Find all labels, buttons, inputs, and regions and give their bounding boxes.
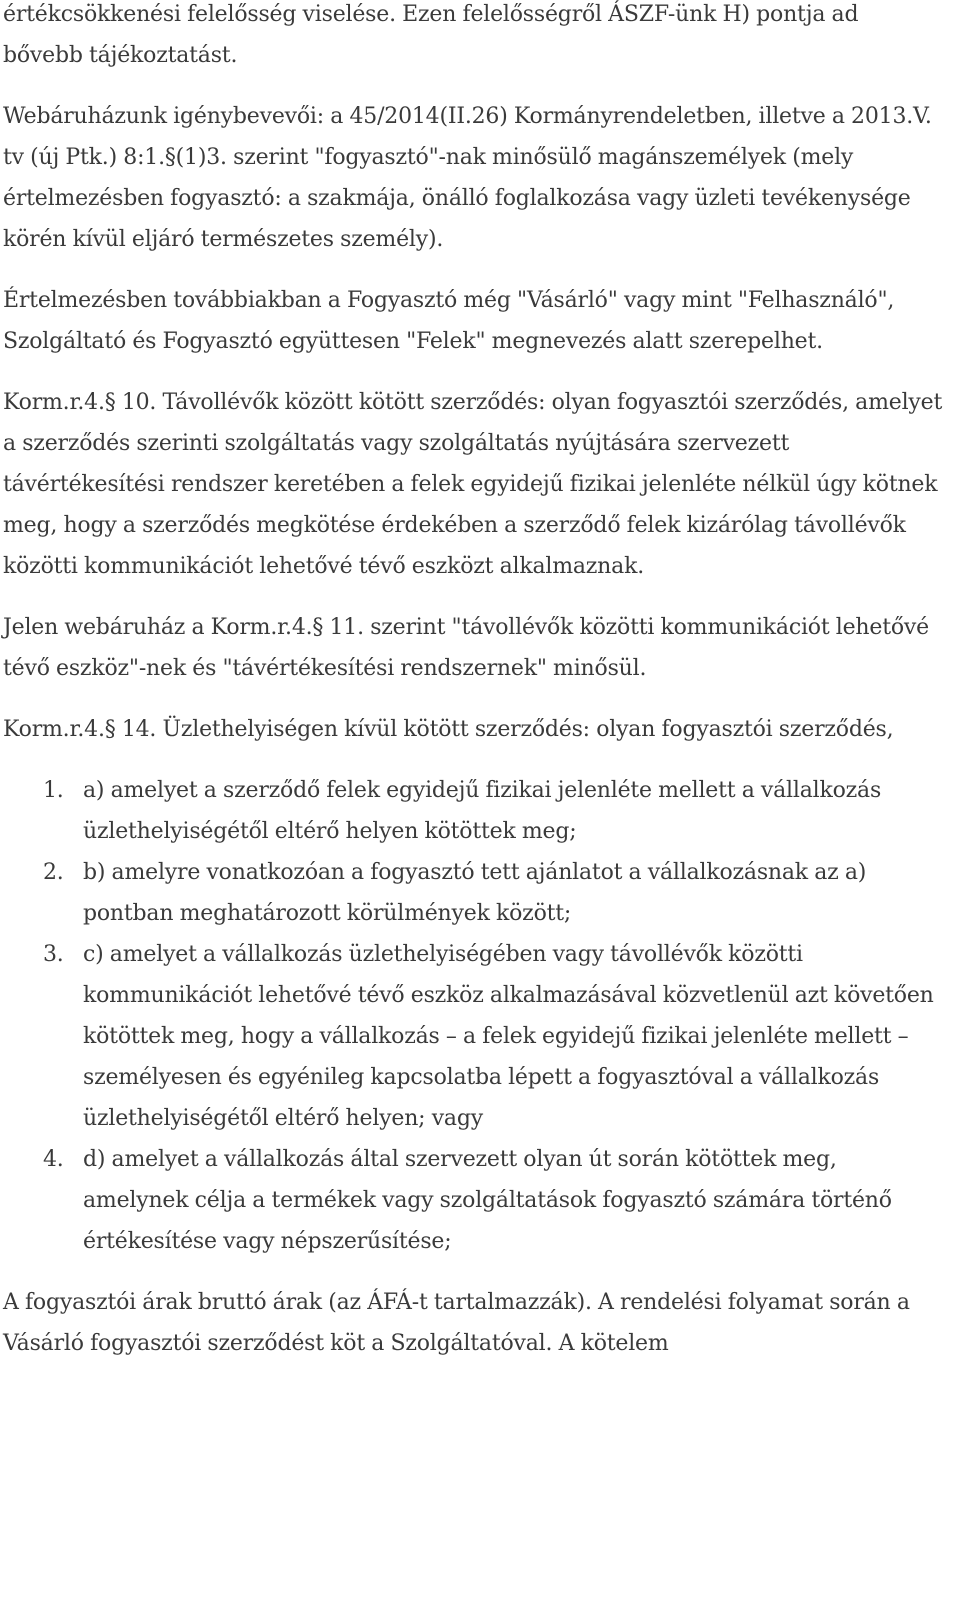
list-item [43,934,943,1139]
list-item-number: 3. [43,942,64,967]
paragraph-consumers: Webáruházunk igénybevevői: a 45/2014(II.26) Kormányrendeletben, illetve a 2013.V. tv (új Ptk.) 8:1.§(1)3. szerint "fogyasztó"-nak minősülő magánszemélyek (mely értelmezésben fogyasztó: a szakmája, önálló foglalkozása vagy üzleti tevékenysége körén kívül eljáró természetes személy). [3,104,932,252]
list-item-number: 2. [43,860,64,885]
paragraph-distance-contract: Korm.r.4.§ 10. Távollévők között kötött szerződés: olyan fogyasztói szerződés, amelyet a szerződés szerinti szolgáltatás vagy szolgáltatás nyújtására szervezett távértékesítési rendszer keretében a felek egyidejű fizikai jelenléte nélkül úgy kötnek meg, hogy a szerződés megkötése érdekében a szerződő felek kizárólag távollévők közötti kommunikációt lehetővé tévő eszközt alkalmaznak. [3,390,943,579]
list-item-text: a) amelyet a szerződő felek egyidejű fizikai jelenléte mellett a vállalkozás üzlethelyiségétől eltérő helyen kötöttek meg; [83,778,882,844]
list-item [43,1139,943,1262]
off-premises-list [3,770,943,1262]
list-item [43,770,943,852]
paragraph-interpretation: Értelmezésben továbbiakban a Fogyasztó még "Vásárló" vagy mint "Felhasználó", Szolgáltató és Fogyasztó együttesen "Felek" megnevezés alatt szerepelhet. [3,288,895,354]
document-body [3,0,943,1384]
list-item-text: b) amelyre vonatkozóan a fogyasztó tett ajánlatot a vállalkozásnak az a) pontban meghatározott körülmények között; [83,860,867,926]
list-item-text: d) amelyet a vállalkozás által szervezett olyan út során kötöttek meg, amelynek célja a termékek vagy szolgáltatások fogyasztó számára történő értékesítése vagy népszerűsítése; [83,1147,892,1254]
paragraph-webshop-status: Jelen webáruház a Korm.r.4.§ 11. szerint "távollévők közötti kommunikációt lehetővé tévő eszköz"-nek és "távértékesítési rendszernek" minősül. [3,615,929,681]
paragraph-off-premises: Korm.r.4.§ 14. Üzlethelyiségen kívül kötött szerződés: olyan fogyasztói szerződés, [3,717,894,742]
list-item [43,852,943,934]
list-item-number: 4. [43,1147,64,1172]
list-item-number: 1. [43,778,64,803]
paragraph-liability: értékcsökkenési felelősség viselése. Ezen felelősségről ÁSZF-ünk H) pontja ad bővebb tájékoztatást. [3,2,859,68]
list-item-text: c) amelyet a vállalkozás üzlethelyiségében vagy távollévők közötti kommunikációt lehetővé tévő eszköz alkalmazásával közvetlenül azt követően kötöttek meg, hogy a vállalkozás – a felek egyidejű fizikai jelenléte mellett – személyesen és egyénileg kapcsolatba lépett a fogyasztóval a vállalkozás üzlethelyiségétől eltérő helyen; vagy [83,942,934,1131]
paragraph-prices: A fogyasztói árak bruttó árak (az ÁFÁ-t tartalmazzák). A rendelési folyamat során a Vásárló fogyasztói szerződést köt a Szolgáltatóval. A kötelem [3,1290,910,1356]
